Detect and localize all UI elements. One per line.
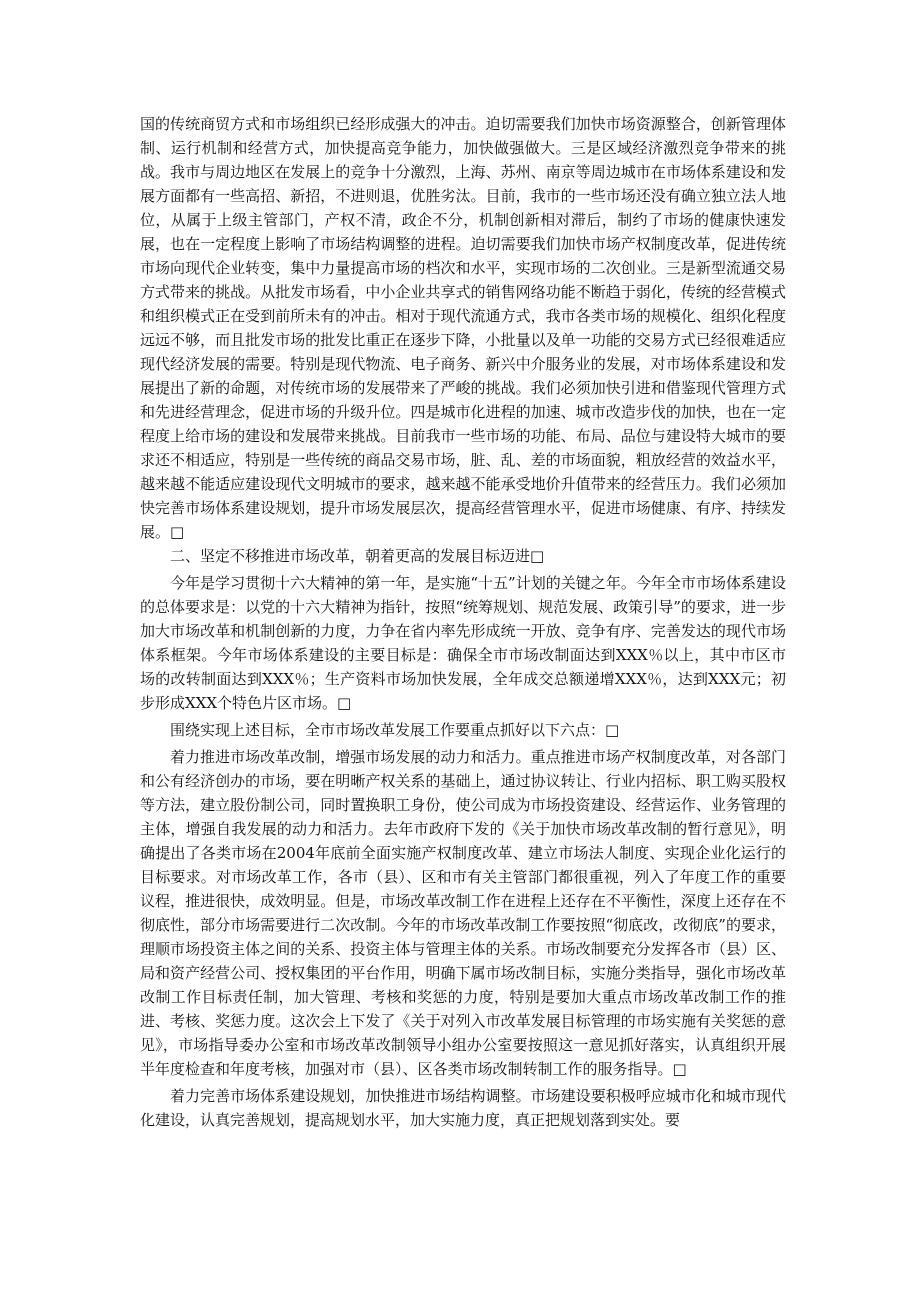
paragraph-six-points-intro: 围绕实现上述目标，全市市场改革发展工作要重点抓好以下六点：□ [170,721,620,739]
paragraph-market-reform: 着力推进市场改革改制，增强市场发展的动力和活力。重点推进市场产权制度改革，对各部门和公有经济创办的市场，要在明晰产权关系的基础上，通过协议转让、行业内招标、职工购买股权等方法，建立股份制公司，同时置换职工身份，使公司成为市场投资建设、经营运作、业务管理的主体，增强自我发展的动力和活力。去年市政府下发的《关于加快市场改革改制的暂行意见》，明确提出了各类市场在2004年底前全面实施产权制度改革、建立市场法人制度、实现企业化运行的目标要求。对市场改革工作，各市（县）、区和市有关主管部门都很重视，列入了年度工作的重要议程，推进很快，成效明显。但是，市场改革改制工作在进程上还存在不平衡性，深度上还存在不彻底性，部分市场需要进行二次改制。今年的市场改革改制工作要按照“彻底改，改彻底”的要求，理顺市场投资主体之间的关系、投资主体与管理主体的关系。市场改制要充分发挥各市（县）区、局和资产经营公司、授权集团的平台作用，明确下属市场改制目标，实施分类指导，强化市场改革改制工作目标责任制，加大管理、考核和奖惩的力度，特别是要加大重点市场改革改制工作的推进、考核、奖惩力度。这次会上下发了《关于对列入市改革发展目标管理的市场实施有关奖惩的意见》，市场指导委办公室和市场改革改制领导小组办公室要按照这一意见抓好落实，认真组织开展半年度检查和年度考核，加强对市（县）、区各类市场改制转制工作的服务指导。□ [140,748,786,1078]
paragraph-challenges: 国的传统商贸方式和市场组织已经形成强大的冲击。迫切需要我们加快市场资源整合，创新管理体制、运行机制和经营方式，加快提高竞争能力，加快做强做大。三是区域经济激烈竞争带来的挑战。我市与周边地区在发展上的竞争十分激烈，上海、苏州、南京等周边城市在市场体系建设和发展方面都有一些高招、新招，不进则退，优胜劣汰。目前，我市的一些市场还没有确立独立法人地位，从属于上级主管部门，产权不清，政企不分，机制创新相对滞后，制约了市场的健康快速发展，也在一定程度上影响了市场结构调整的进程。迫切需要我们加快市场产权制度改革，促进传统市场向现代企业转变，集中力量提高市场的档次和水平，实现市场的二次创业。三是新型流通交易方式带来的挑战。从批发市场看，中小企业共享式的销售网络功能不断趋于弱化，传统的经营模式和组织模式正在受到前所未有的冲击。相对于现代流通方式，我市各类市场的规模化、组织化程度远远不够，而且批发市场的批发比重正在逐步下降，小批量以及单一功能的交易方式已经很难适应现代经济发展的需要。特别是现代物流、电子商务、新兴中介服务业的发展，对市场体系建设和发展提出了新的命题，对传统市场的发展带来了严峻的挑战。我们必须加快引进和借鉴现代管理方式和先进经营理念，促进市场的升级升位。四是城市化进程的加速、城市改造步伐的加快，也在一定程度上给市场的建设和发展带来挑战。目前我市一些市场的功能、布局、品位与建设特大城市的要求还不相适应，特别是一些传统的商品交易市场，脏、乱、差的市场面貌，粗放经营的效益水平，越来越不能适应建设现代文明城市的要求，越来越不能承受地价升值带来的经营压力。我们必须加快完善市场体系建设规划，提升市场发展层次，提高经营管理水平，促进市场健康、有序、持续发展。□ [140,115,786,541]
document-page [140,112,786,1132]
paragraph-market-planning: 着力完善市场体系建设规划，加快推进市场结构调整。市场建设要积极呼应城市化和城市现代化建设，认真完善规划，提高规划水平，加大实施力度，真正把规划落到实处。要 [140,1087,786,1129]
paragraph-annual-goals: 今年是学习贯彻十六大精神的第一年，是实施“十五”计划的关键之年。今年全市市场体系建设的总体要求是：以党的十六大精神为指针，按照“统筹规划、规范发展、政策引导”的要求，进一步加大市场改革和机制创新的力度，力争在省内率先形成统一开放、竞争有序、完善发达的现代市场体系框架。今年市场体系建设的主要目标是：确保全市市场改制面达到XXX％以上，其中市区市场的改转制面达到XXX％；生产资料市场加快发展，全年成交总额递增XXX％，达到XXX元；初步形成XXX个特色片区市场。□ [140,574,786,712]
section-heading-2: 二、坚定不移推进市场改革，朝着更高的发展目标迈进□ [170,547,545,565]
